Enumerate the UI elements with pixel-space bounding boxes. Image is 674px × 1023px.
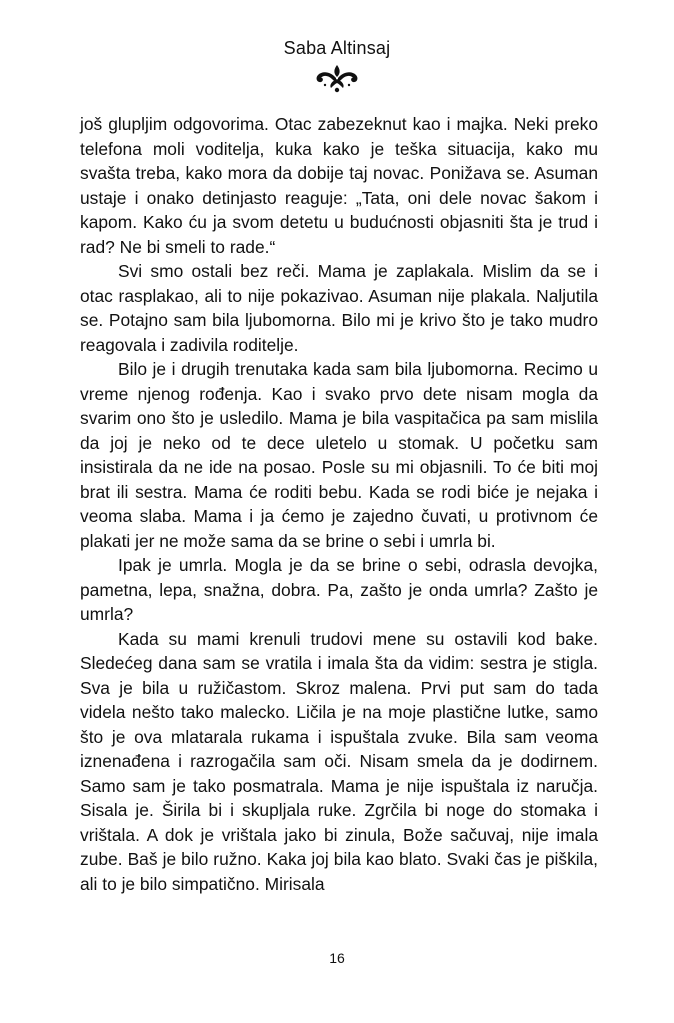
floral-ornament-icon — [312, 63, 362, 95]
paragraph-1: još glupljim odgovorima. Otac zabezeknut kao i majka. Neki preko telefona moli voditelja, kuka kako je teška situacija, kako mu svašta treba, kako mora da dobije taj novac. Ponižava se. Asuman ustaje i onako detinjasto reaguje: „Tata, oni dele novac šakom i kapom. Kako ću ja svom detetu u budućnosti objasniti šta je trud i rad? Ne bi smeli to rade.“ — [80, 114, 598, 257]
paragraph-4: Ipak je umrla. Mogla je da se brine o sebi, odrasla devojka, pametna, lepa, snažna, dobra. Pa, zašto je onda umrla? Zašto je umrla? — [80, 555, 598, 624]
paragraph-5: Kada su mami krenuli trudovi mene su ostavili kod bake. Sledećeg dana sam se vratila i imala šta da vidim: sestra je stigla. Sva je bila u ružičastom. Skroz malena. Prvi put sam do tada videla nešto tako malecko. Ličila je na moje plastične lutke, samo što je ova mlatarala rukama i ispuštala zvuke. Bila sam veoma iznenađena i razrogačila sam oči. Nisam smela da je dodirnem. Samo sam je tako posmatrala. Mama je nije ispuštala iz naručja. Sisala je. Širila bi i skupljala ruke. Zgrčila bi noge do stomaka i vrištala. A dok je vrištala jako bi zinula, Bože sačuvaj, nije imala zube. Baš je bilo ružno. Kaka joj bila kao blato. Svaki čas je piškila, ali to je bilo simpatično. Mirisala — [80, 628, 598, 894]
running-header-author: Saba Altinsaj — [283, 38, 391, 58]
page-number: 16 — [329, 950, 345, 966]
paragraph-2: Svi smo ostali bez reči. Mama je zaplakala. Mislim da se i otac rasplakao, ali to nije pokazivao. Asuman nije plakala. Naljutila se. Potajno sam bila ljubomorna. Bilo mi je krivo što je tako mudro reagovala i zadivila roditelje. — [80, 261, 598, 355]
body-text — [80, 112, 598, 896]
paragraph-3: Bilo je i drugih trenutaka kada sam bila ljubomorna. Recimo u vreme njenog rođenja. Kao i svako prvo dete nisam mogla da svarim ono što je usledilo. Mama je bila vaspitačica pa sam mislila da joj je neko od te dece uletelo u stomak. U početku sam insistirala da ne ide na posao. Posle su mi objasnili. To će biti moj brat ili sestra. Mama će roditi bebu. Kada se rodi biće je nejaka i veoma slaba. Mama i ja ćemo je zajedno čuvati, u protivnom će plakati jer ne može sama da se brine o sebi i umrla bi. — [80, 359, 598, 551]
